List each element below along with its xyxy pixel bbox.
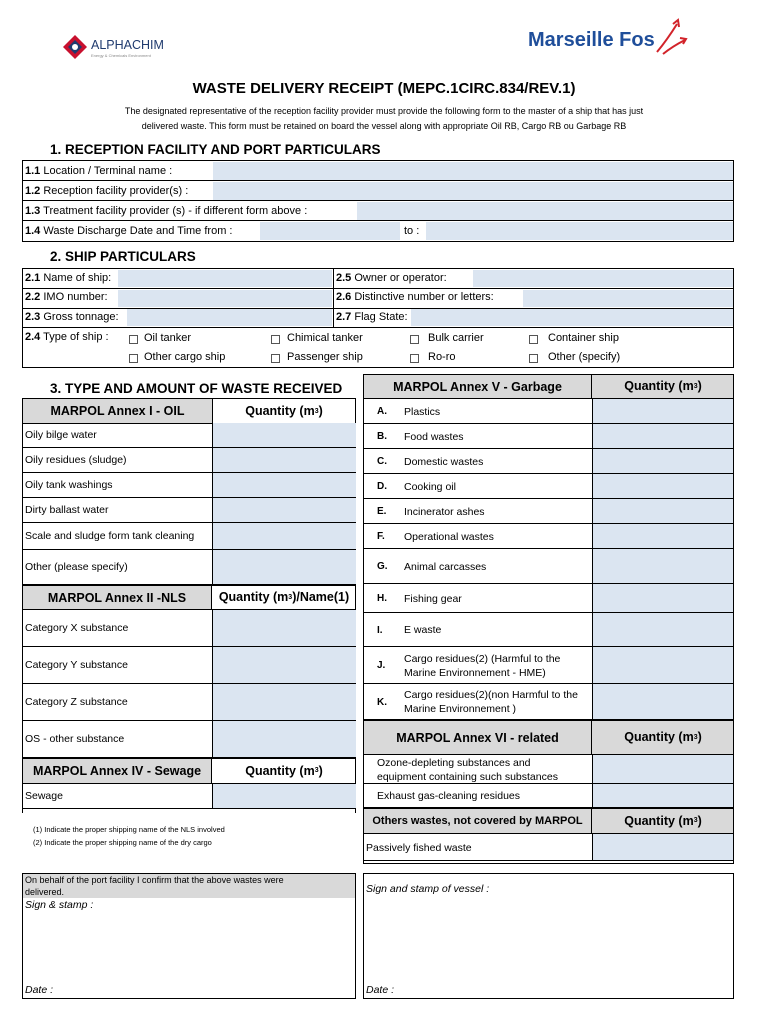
others-header: Others wastes, not covered by MARPOL [363,808,592,834]
alphachim-logo [62,34,182,60]
port-date-label: Date : [25,984,54,996]
intro-line-2: delivered waste. This form must be retained on board the vessel along with appropriate Oil RB, Cargo RB ou Garbage RB [141,121,627,131]
quantity-field[interactable] [592,399,733,423]
waste-letter: G. [377,561,388,572]
waste-letter: K. [377,696,387,708]
waste-letter: B. [377,431,387,442]
marseille-fos-logo-text: Marseille Fos [528,29,655,51]
port-sign-area[interactable] [23,914,355,984]
waste-label: Operational wastes [404,530,494,543]
vessel-date-label: Date : [366,984,395,996]
quantity-field[interactable] [592,784,733,807]
reception-provider-field[interactable] [213,182,733,200]
quantity-field[interactable] [212,784,356,808]
port-sign-stamp-label: Sign & stamp : [25,899,94,911]
ship-name-label: 2.1 Name of ship: [25,272,112,284]
quantity-field[interactable] [212,498,356,522]
ro-ro-label: Ro-ro [428,351,456,363]
quantity-field[interactable] [212,610,356,646]
alphachim-logo-tagline: Energy & Chemicals Environment [91,53,151,58]
annex1-quantity-header: Quantity (m 3 ) [213,399,355,424]
quantity-field[interactable] [592,424,733,448]
annex4-quantity-header: Quantity (m 3 ) [212,758,356,784]
quantity-field[interactable] [592,834,733,860]
chimical-tanker-checkbox[interactable] [271,335,280,344]
bulk-carrier-checkbox[interactable] [410,335,419,344]
row-1-4: 1.4 Waste Discharge Date and Time from : [25,225,233,237]
waste-label: Scale and sludge form tank cleaning [25,530,195,542]
distinctive-number-field[interactable] [523,290,733,307]
quantity-field[interactable] [592,549,733,583]
waste-label: Sewage [25,790,63,802]
waste-label-line2: Marine Environnement - HME) [404,666,546,679]
flag-state-field[interactable] [411,309,733,326]
quantity-field[interactable] [592,647,733,683]
chimical-tanker-label: Chimical tanker [287,332,363,344]
ship-name-field[interactable] [118,270,332,287]
waste-letter: I. [377,624,383,636]
section1-title: 1. RECEPTION FACILITY AND PORT PARTICULARS [50,142,381,157]
footnote-1: (1) Indicate the proper shipping name of the NLS involved [33,825,225,834]
waste-label: Ozone-depleting substances and [377,756,531,769]
treatment-provider-field[interactable] [357,202,733,220]
waste-label: Category X substance [25,622,129,634]
waste-label: Incinerator ashes [404,505,485,518]
waste-label: OS - other substance [25,733,125,745]
annex6-quantity-header: Quantity (m 3 ) [592,720,734,755]
quantity-field[interactable] [592,474,733,498]
quantity-field[interactable] [212,550,356,584]
quantity-field[interactable] [212,423,356,447]
waste-label: Cargo residues(2) (Harmful to the [404,652,561,665]
vessel-signature-box [363,873,734,999]
port-confirmation-line-1: On behalf of the port facility I confirm that the above wastes were [25,875,284,885]
waste-label: Category Y substance [25,659,128,671]
waste-letter: A. [377,406,387,417]
other-specify-label: Other (specify) [548,351,621,363]
bulk-carrier-label: Bulk carrier [428,332,484,344]
row-1-1: 1.1 Location / Terminal name : [23,161,733,181]
other-cargo-ship-checkbox[interactable] [129,354,138,363]
owner-operator-field[interactable] [473,270,733,287]
waste-label: Fishing gear [404,592,462,605]
row-1-2: 1.2 Reception facility provider(s) : [23,181,733,201]
intro-line-1: The designated representative of the reception facility provider must provide the following form to the master of a ship that has just [124,106,644,116]
quantity-field[interactable] [592,684,733,719]
waste-label-line2: equipment containing such substances [377,770,558,783]
waste-letter: F. [377,531,385,542]
annex2-header: MARPOL Annex II -NLS [22,585,212,610]
page-title: WASTE DELIVERY RECEIPT (MEPC.1CIRC.834/REV.1) [192,80,576,97]
flag-arrows-icon [653,18,689,56]
quantity-field[interactable] [212,448,356,472]
quantity-field[interactable] [212,473,356,497]
waste-letter: J. [377,660,386,671]
location-terminal-field[interactable] [213,162,733,180]
oil-tanker-label: Oil tanker [144,332,192,344]
waste-label: Passively fished waste [366,841,472,854]
alphachim-logo-icon [62,34,88,60]
quantity-field[interactable] [592,499,733,523]
waste-label: Dirty ballast water [25,504,109,516]
vessel-sign-area[interactable] [364,899,733,983]
waste-label: Cargo residues(2)(non Harmful to the [404,689,578,701]
gross-tonnage-field[interactable] [127,309,332,326]
imo-number-label: 2.2 IMO number: [25,291,108,303]
row-1-3: 1.3 Treatment facility provider (s) - if different form above : [23,201,733,221]
waste-letter: H. [377,593,387,604]
section2-table [22,268,734,368]
waste-label: Plastics [404,405,441,418]
type-of-ship-label: 2.4 Type of ship : [25,331,109,343]
footnote-2: (2) Indicate the proper shipping name of the dry cargo [33,838,212,847]
to-label: to : [404,225,420,237]
container-ship-label: Container ship [548,332,619,344]
waste-label-line2: Marine Environnement ) [404,703,517,715]
waste-letter: C. [377,456,387,467]
marseille-fos-logo [525,18,695,60]
section2-title: 2. SHIP PARTICULARS [50,249,196,264]
waste-label: Animal carcasses [404,560,487,573]
container-ship-checkbox[interactable] [529,335,538,344]
other-specify-checkbox[interactable] [529,354,538,363]
waste-letter: D. [377,481,387,492]
waste-label: Oily tank washings [25,479,113,491]
annex6-header: MARPOL Annex VI - related [363,720,592,755]
section1-table [22,160,734,242]
imo-number-field[interactable] [118,290,332,307]
port-confirmation-line-2: delivered. [25,887,65,897]
vessel-sign-stamp-label: Sign and stamp of vessel : [366,883,490,895]
distinctive-number-label: 2.6 Distinctive number or letters: [336,291,494,303]
passenger-ship-checkbox[interactable] [271,354,280,363]
waste-label: Exhaust gas-cleaning residues [377,790,521,802]
waste-letter: E. [377,506,387,517]
annex5-quantity-header: Quantity (m 3 ) [592,374,734,399]
waste-label: Other (please specify) [25,561,128,573]
oil-tanker-checkbox[interactable] [129,335,138,344]
ro-ro-checkbox[interactable] [410,354,419,363]
other-cargo-ship-label: Other cargo ship [144,351,226,363]
section3-title: 3. TYPE AND AMOUNT OF WASTE RECEIVED [50,381,343,396]
waste-label: Cooking oil [404,480,456,493]
flag-state-label: 2.7 Flag State: [336,311,408,323]
discharge-to-field[interactable] [426,222,733,240]
waste-label: Domestic wastes [404,455,484,468]
waste-label: Oily residues (sludge) [25,454,127,466]
annex5-header: MARPOL Annex V - Garbage [363,374,592,399]
annex4-header: MARPOL Annex IV - Sewage [22,758,212,784]
annex1-header: MARPOL Annex I - OIL [23,399,213,424]
owner-operator-label: 2.5 Owner or operator: [336,272,447,284]
quantity-field[interactable] [592,449,733,473]
port-facility-signature-box [22,873,356,999]
alphachim-logo-text: ALPHACHIM [91,38,164,52]
quantity-field[interactable] [592,584,733,612]
quantity-field[interactable] [212,647,356,683]
quantity-field[interactable] [212,721,356,757]
others-quantity-header: Quantity (m 3 ) [592,808,734,834]
annex2-quantity-header: Quantity (m 3 )/Name(1) [212,585,356,610]
waste-label: Oily bilge water [25,429,97,441]
quantity-field[interactable] [212,684,356,720]
discharge-from-field[interactable] [260,222,400,240]
passenger-ship-label: Passenger ship [287,351,363,363]
gross-tonnage-label: 2.3 Gross tonnage: [25,311,119,323]
waste-label: Food wastes [404,430,464,443]
waste-label: Category Z substance [25,696,128,708]
quantity-field[interactable] [592,524,733,548]
waste-label: E waste [404,624,442,636]
quantity-field[interactable] [592,613,733,646]
quantity-field[interactable] [212,523,356,549]
quantity-field[interactable] [592,755,733,783]
